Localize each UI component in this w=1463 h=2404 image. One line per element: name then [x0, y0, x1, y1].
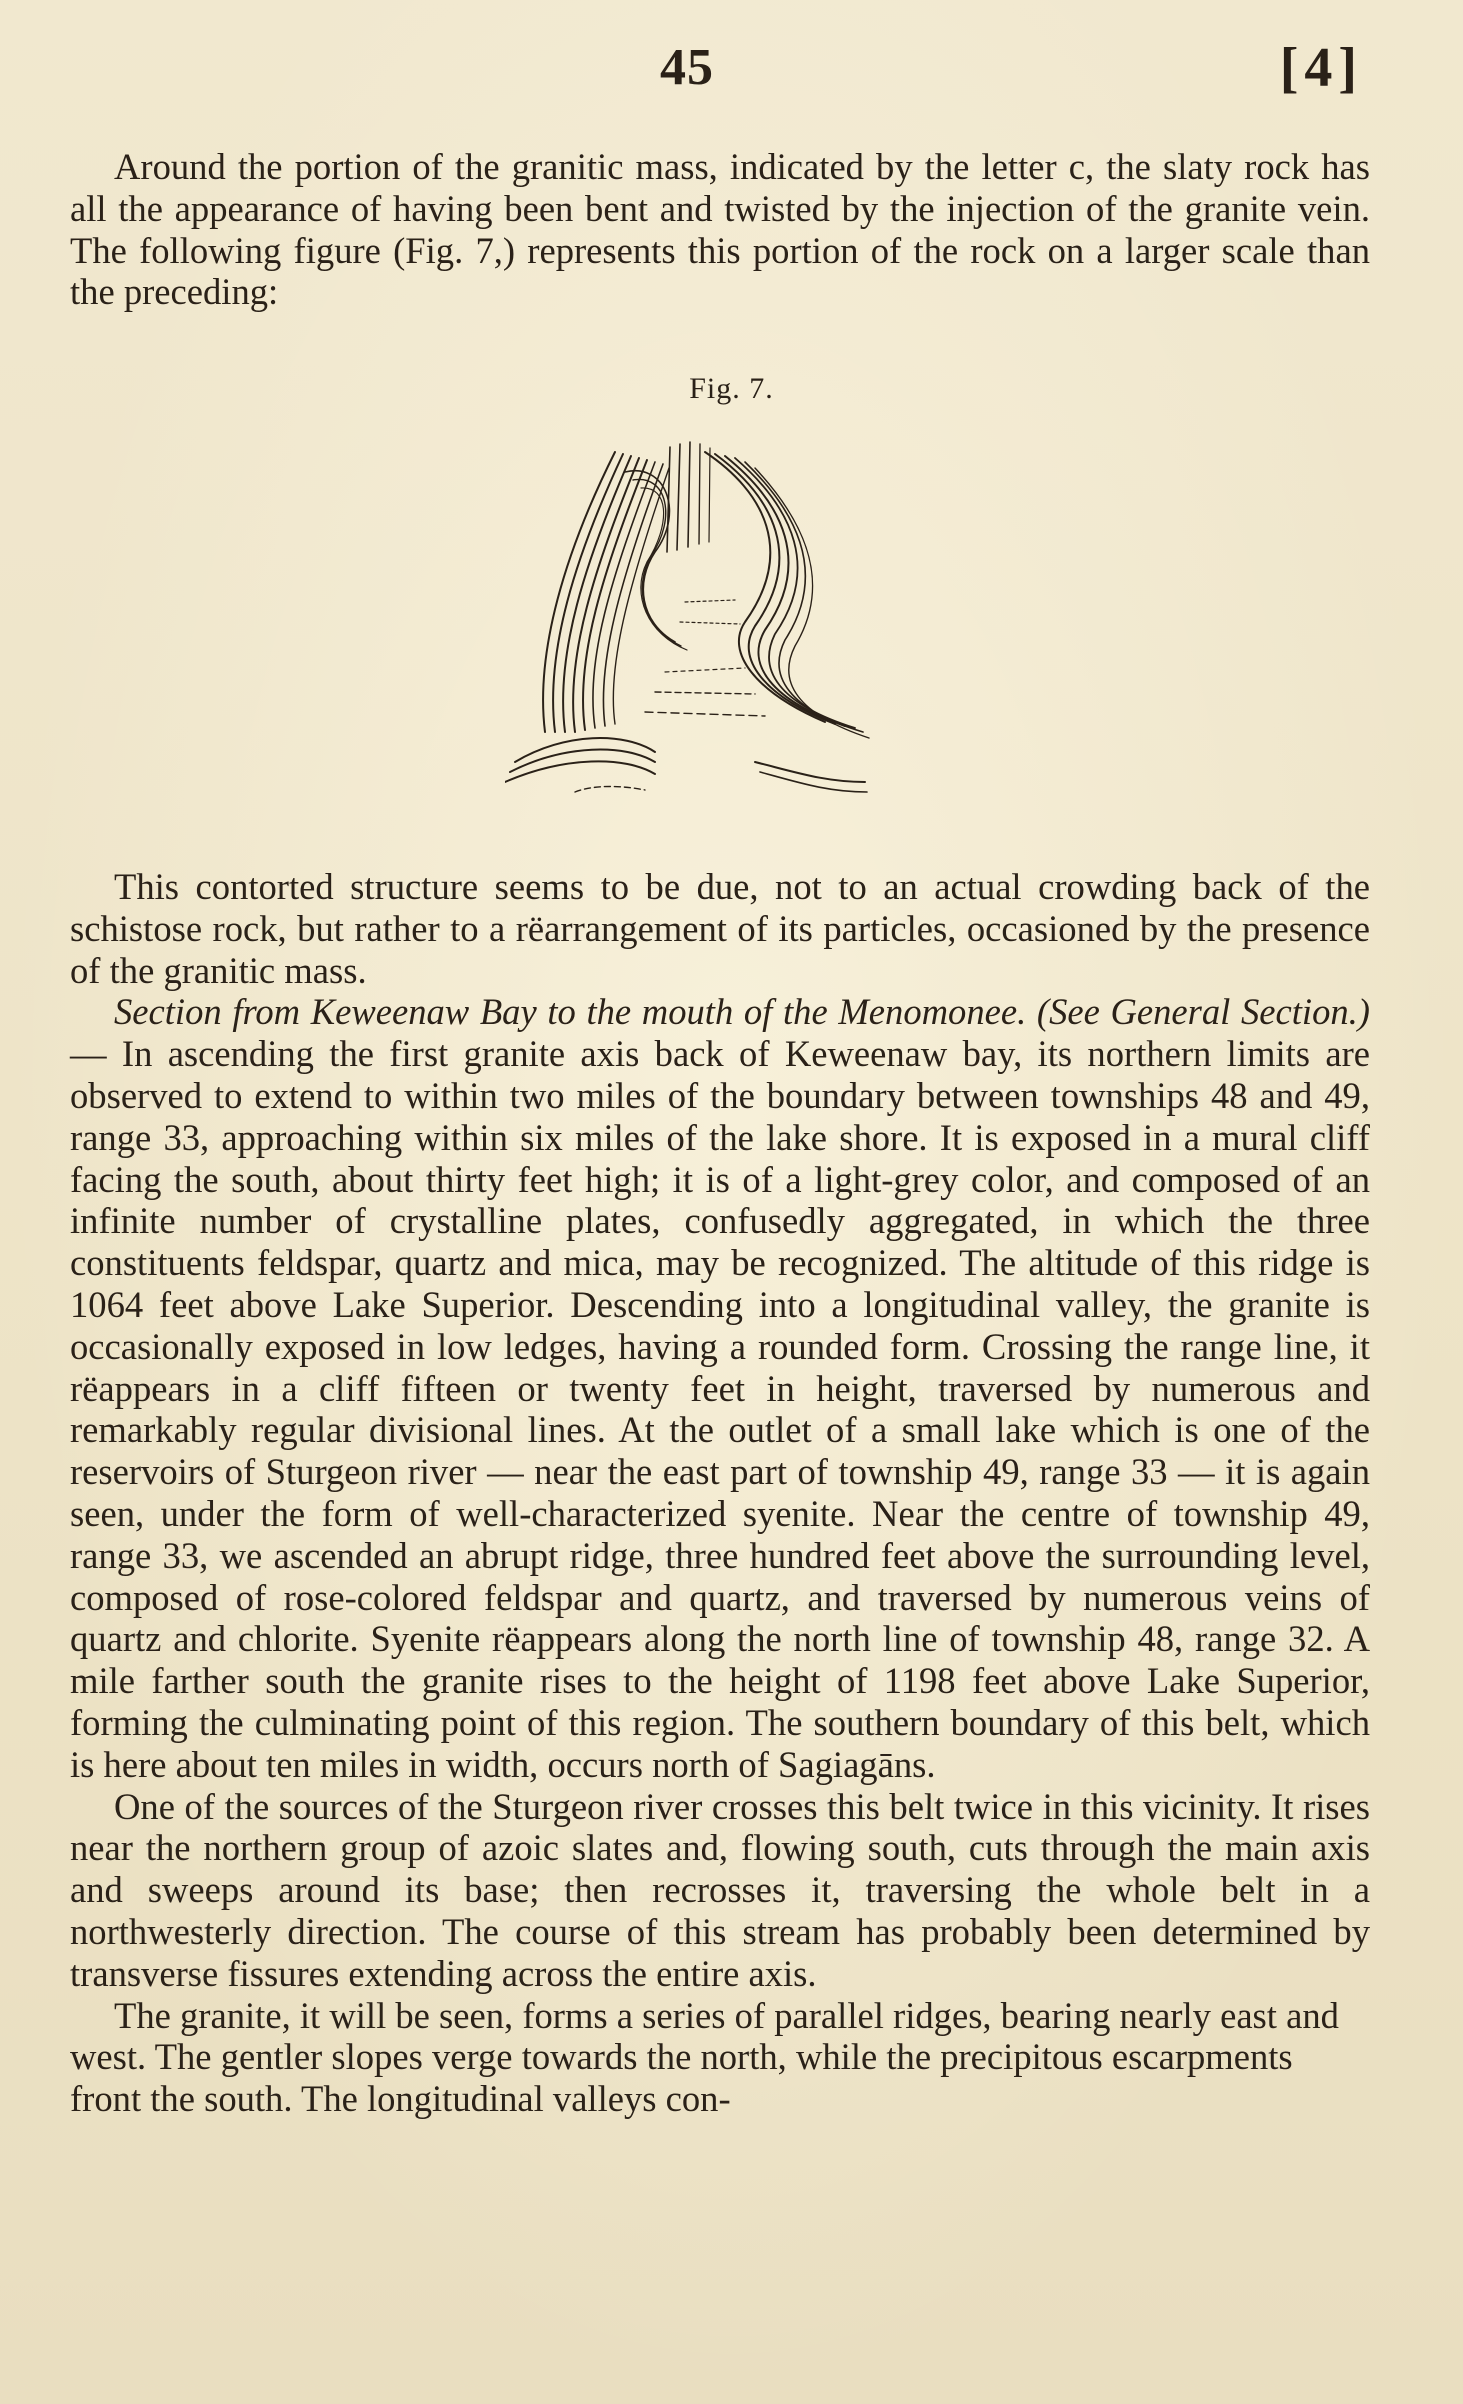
section-body: — In ascending the first granite axis back of Keweenaw bay, its northern limits are observed to extend to within two miles of the boundary between townships 48 and 49, range 33, approaching within six miles of the lake shore. It is exposed in a mural cliff facing the south, about thirty feet high; it is of a light-grey color, and composed of an infinite number of crystalline plates, confusedly aggregated, in which the three constituents feldspar, quartz and mica, may be recognized. The altitude of this ridge is 1064 feet above Lake Superior. Descending into a longitudinal valley, the granite is occasionally exposed in low ledges, having a rounded form. Crossing the range line, it rëappears in a cliff fifteen or twenty feet in height, traversed by numerous and remarkably regular divisional lines. At the outlet of a small lake which is one of the reservoirs of Sturgeon river — near the east part of township 49, range 33 — it is again seen, under the form of well-characterized syenite. Near the centre of township 49, range 33, we ascended an abrupt ridge, three hundred feet above the surrounding level, composed of rose-colored feldspar and quartz, and traversed by numerous veins of quartz and chlorite. Syenite rëappears along the north line of township 48, range 32. A mile farther south the granite rises to the height of 1198 feet above Lake Superior, forming the culminating point of this region. The southern boundary of this belt, which is here about ten miles in width, occurs north of Sagiagāns. [70, 1033, 1370, 1785]
section-paragraph [70, 991, 1370, 1785]
document-number: [4] [1279, 37, 1363, 99]
figure-caption: Fig. 7. [689, 372, 774, 405]
section-reference: (See General Section.) [1036, 991, 1370, 1033]
paragraph: This contorted structure seems to be due, not to an actual crowding back of the schistose rock, but rather to a rëarrangement of its particles, occasioned by the presence of the granitic mass. [70, 866, 1370, 991]
paragraph: The granite, it will be seen, forms a series of parallel ridges, bearing nearly east and west. The gentler slopes verge towards the north, while the precipitous escarpments front the south. The longitudinal valleys con- [70, 1994, 1339, 2120]
section-heading: Section from Keweenaw Bay to the mouth of the Menomonee. [114, 991, 1027, 1033]
page-header [70, 38, 1393, 108]
intro-paragraph-block [70, 146, 1370, 313]
page-number: 45 [660, 39, 714, 96]
intro-paragraph: Around the portion of the granitic mass, indicated by the letter c, the slaty rock has all the appearance of having been bent and twisted by the injection of the granite vein. The following figure (Fig. 7,) represents this portion of the rock on a larger scale than the preceding: [70, 146, 1370, 313]
body-text-block [70, 866, 1370, 2120]
paragraph: One of the sources of the Sturgeon river crosses this belt twice in this vicinity. It rises near the northern group of azoic slates and, flowing south, cuts through the main axis and sweeps around its base; then recrosses it, traversing the whole belt in a northwesterly direction. The course of this stream has probably been determined by transverse fissures extending across the entire axis. [70, 1785, 1370, 1994]
contorted-rock-strata-illustration [505, 432, 905, 812]
